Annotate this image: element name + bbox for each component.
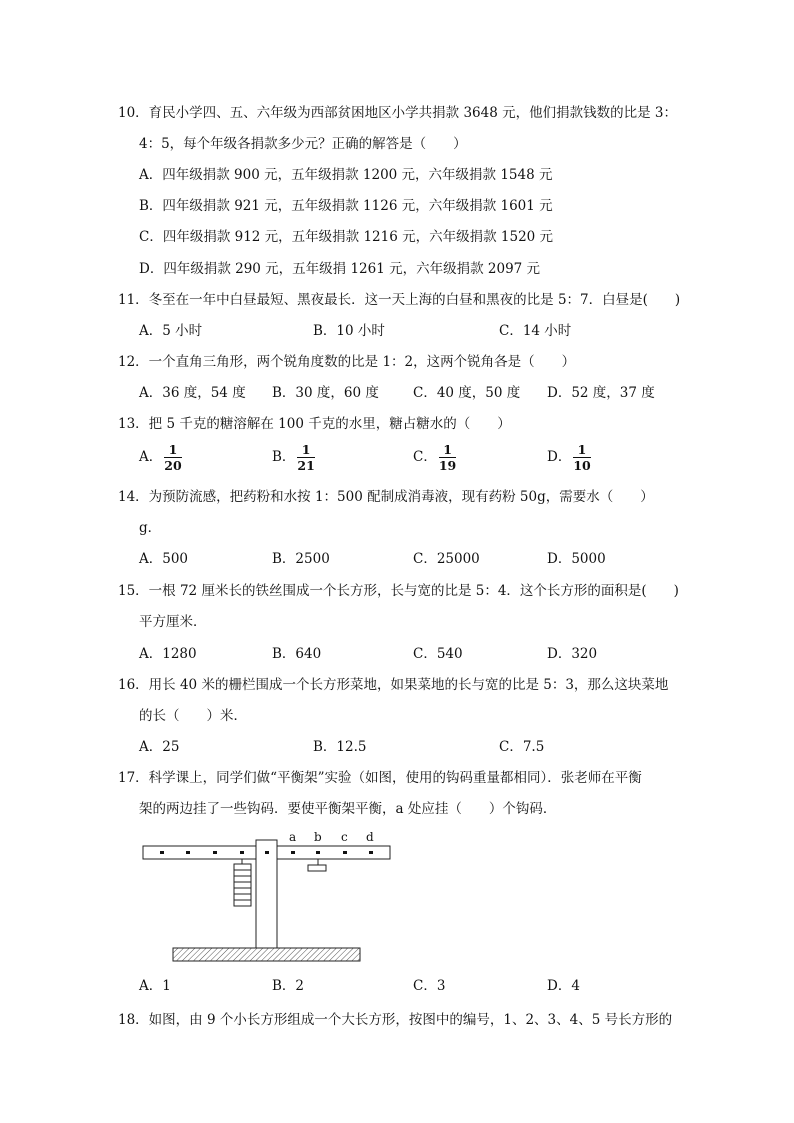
q13-option-c[interactable] [413, 443, 456, 472]
fraction-numerator: 1 [297, 443, 314, 458]
q15-option-a[interactable]: A．1280 [139, 646, 197, 662]
weight-right [308, 865, 326, 871]
q10-option-b[interactable]: B．四年级捐款 921 元，五年级捐款 1126 元，六年级捐款 1601 元 [139, 198, 553, 214]
fraction [164, 443, 181, 472]
q15-option-b[interactable]: B．640 [272, 646, 322, 662]
q15-stem-line1: 15．一根 72 厘米长的铁丝围成一个长方形，长与宽的比是 5：4．这个长方形的面积是( ) [118, 583, 679, 599]
option-letter: B． [272, 449, 296, 465]
q13-option-a[interactable] [139, 443, 182, 472]
fraction-numerator: 1 [164, 443, 181, 458]
label-d: d [366, 830, 374, 844]
fraction [573, 443, 590, 472]
fraction-numerator: 1 [573, 443, 590, 458]
peg-marks-left [160, 851, 269, 854]
q17-option-c[interactable]: C．3 [413, 978, 446, 994]
base-platform [173, 948, 360, 961]
option-letter: D． [547, 449, 572, 465]
q16-option-b[interactable]: B．12.5 [313, 739, 367, 755]
label-a: a [289, 830, 297, 844]
q16-stem-line2: 的长（ ）米． [139, 708, 247, 724]
vertical-post [256, 840, 277, 948]
label-b: b [314, 830, 322, 844]
fraction [439, 443, 456, 472]
q10-option-a[interactable]: A．四年级捐款 900 元，五年级捐款 1200 元，六年级捐款 1548 元 [139, 167, 553, 183]
option-letter: C． [413, 449, 437, 465]
q18-stem: 18．如图，由 9 个小长方形组成一个大长方形，按图中的编号，1、2、3、4、5 号长方形的 [118, 1012, 673, 1028]
q14-option-c[interactable]: C．25000 [413, 551, 480, 567]
q15-option-d[interactable]: D．320 [547, 646, 598, 662]
q12-option-c[interactable]: C．40 度，50 度 [413, 385, 521, 401]
q10-stem-line2: 4：5，每个年级各捐款多少元？正确的解答是（ ） [139, 136, 467, 152]
peg-marks-right [291, 851, 373, 854]
q15-stem-line2: 平方厘米． [139, 614, 207, 630]
crossbar [143, 846, 390, 859]
q16-stem-line1: 16．用长 40 米的栅栏围成一个长方形菜地，如果菜地的长与宽的比是 5：3，那么这块菜地 [118, 677, 669, 693]
q17-stem-line1: 17．科学课上，同学们做“平衡架”实验（如图，使用的钩码重量都相同）．张老师在平衡 [118, 770, 642, 786]
q17-stem-line2: 架的两边挂了一些钩码．要使平衡架平衡，a 处应挂（ ）个钩码． [139, 801, 557, 817]
q10-option-c[interactable]: C．四年级捐款 912 元，五年级捐款 1216 元，六年级捐款 1520 元 [139, 229, 554, 245]
q11-option-b[interactable]: B．10 小时 [313, 323, 385, 339]
q12-option-d[interactable]: D．52 度，37 度 [547, 385, 655, 401]
q14-stem-line1: 14．为预防流感，把药粉和水按 1：500 配制成消毒液，现有药粉 50g，需要水（ ） [118, 489, 654, 505]
q10-option-d[interactable]: D．四年级捐款 290 元，五年级捐 1261 元，六年级捐款 2097 元 [139, 261, 541, 277]
q11-option-a[interactable]: A．5 小时 [139, 323, 203, 339]
weights-left [234, 859, 251, 906]
q16-option-c[interactable]: C．7.5 [499, 739, 545, 755]
fraction-denominator: 10 [573, 458, 591, 473]
q17-option-a[interactable]: A．1 [139, 978, 171, 994]
q11-option-c[interactable]: C．14 小时 [499, 323, 572, 339]
q17-option-d[interactable]: D．4 [547, 978, 580, 994]
q13-option-d[interactable] [547, 443, 591, 472]
q15-option-c[interactable]: C．540 [413, 646, 463, 662]
q14-option-a[interactable]: A．500 [139, 551, 189, 567]
q12-stem: 12．一个直角三角形，两个锐角度数的比是 1：2，这两个锐角各是（ ） [118, 354, 576, 370]
fraction-denominator: 19 [438, 458, 457, 473]
fraction-numerator: 1 [439, 443, 456, 458]
fraction [297, 443, 314, 472]
q17-option-b[interactable]: B．2 [272, 978, 305, 994]
q16-option-a[interactable]: A．25 [139, 739, 180, 755]
q12-option-b[interactable]: B．30 度，60 度 [272, 385, 379, 401]
q11-stem: 11．冬至在一年中白昼最短、黑夜最长．这一天上海的白昼和黑夜的比是 5：7．白昼是( ) [118, 292, 681, 308]
q13-stem: 13．把 5 千克的糖溶解在 100 千克的水里，糖占糖水的（ ） [118, 416, 511, 432]
fraction-denominator: 21 [297, 458, 315, 473]
q13-option-b[interactable] [272, 443, 315, 472]
q14-option-d[interactable]: D．5000 [547, 551, 606, 567]
fraction-denominator: 20 [164, 458, 182, 473]
q14-option-b[interactable]: B．2500 [272, 551, 330, 567]
q12-option-a[interactable]: A．36 度，54 度 [139, 385, 246, 401]
q10-stem-line1: 10．育民小学四、五、六年级为西部贫困地区小学共捐款 3648 元，他们捐款钱数的比是 3： [118, 105, 677, 121]
q14-stem-line2: g． [139, 520, 162, 536]
label-c: c [341, 830, 348, 844]
option-letter: A． [139, 449, 163, 465]
